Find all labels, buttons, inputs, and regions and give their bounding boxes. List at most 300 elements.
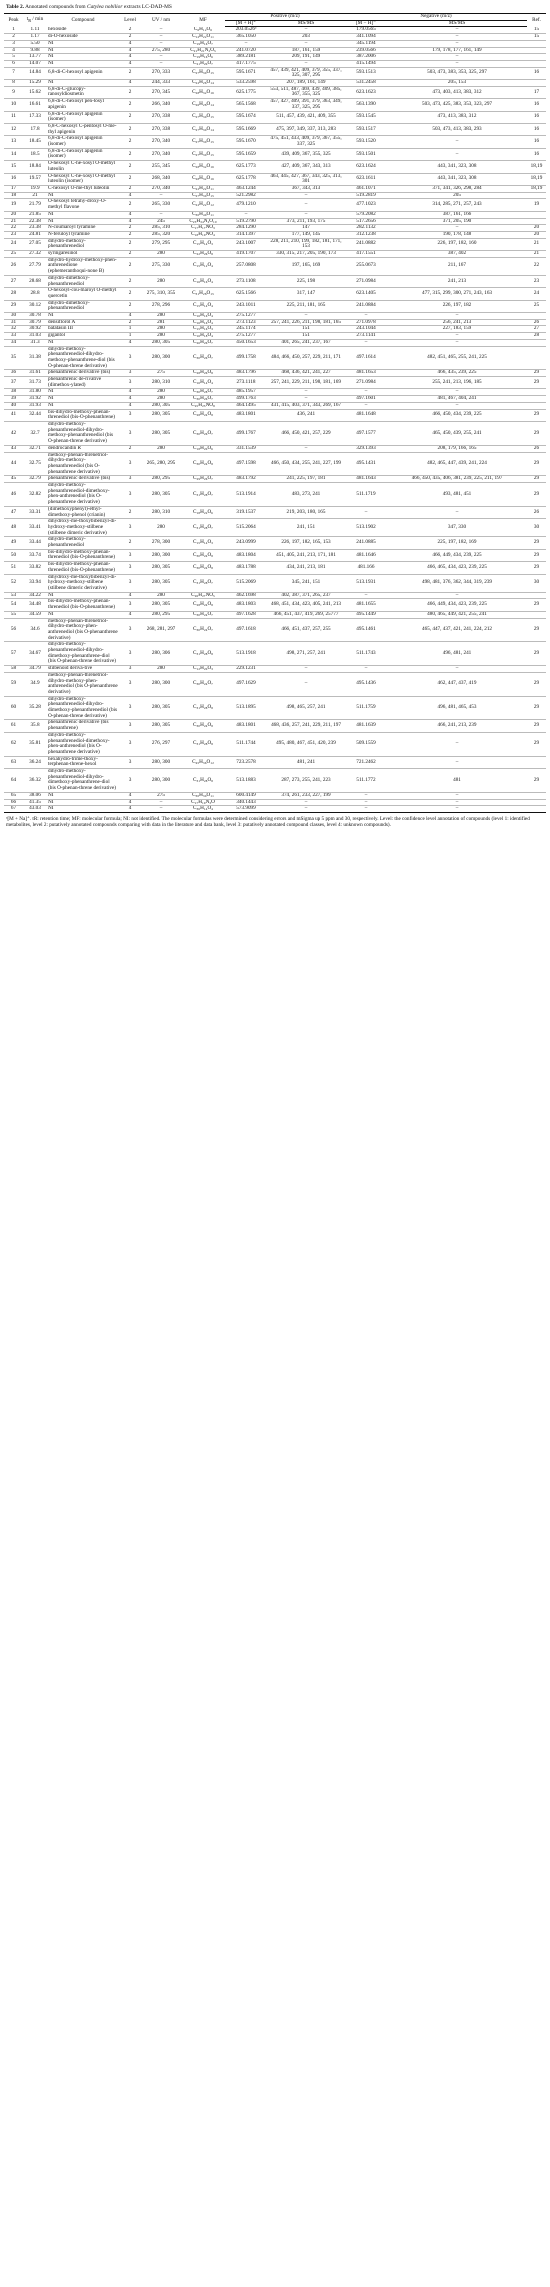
pos-ion-cell: 499.1758 (225, 346, 267, 370)
retention-time-cell: 16.61 (23, 99, 47, 111)
retention-time-cell: 31.3 (23, 339, 47, 346)
table-row (4, 445, 546, 452)
table-row (4, 422, 546, 446)
table-row (4, 696, 546, 720)
neg-ion-cell: 517.2656 (345, 218, 387, 225)
table-row (4, 319, 546, 326)
neg-ion-cell: 241.0885 (345, 537, 387, 549)
uv-cell: 280, 300 (141, 769, 181, 793)
neg-msms-cell: 481 (387, 769, 527, 793)
compound-cell: dihydro-methoxy-phenanthrenediol-dihydro-dimethoxy-phenanthrene-diol (bis O-phenan-threne derivative) (47, 769, 119, 793)
neg-msms-cell: 503, 473, 383, 353, 325, 297 (387, 67, 527, 79)
table-row (4, 185, 546, 192)
peak-cell: 5 (4, 54, 23, 61)
level-cell: 2 (119, 319, 141, 326)
compound-cell: dihydroxy-me-thoxybibenzyl-di-hydroxy-methoxy-stilbene (stilbene dimeric derivative) (47, 519, 119, 537)
peak-cell: 59 (4, 672, 23, 696)
neg-ion-cell: 481.1648 (345, 409, 387, 421)
pos-ion-cell: 513.1895 (225, 696, 267, 720)
uv-cell: 280 (141, 313, 181, 320)
neg-msms-cell: 256, 241, 213 (387, 319, 527, 326)
uv-cell: – (141, 60, 181, 67)
mf-cell: C₁₉H₁₆O₆ (181, 54, 225, 61)
neg-msms-cell: 371, 205, 190 (387, 218, 527, 225)
pos-ion-cell: 389.2181 (225, 54, 267, 61)
table-row (4, 326, 546, 333)
retention-time-cell: 34.22 (23, 592, 47, 599)
uv-cell: 280, 305 (141, 339, 181, 346)
peak-cell: 40 (4, 402, 23, 409)
peak-cell: 21 (4, 218, 23, 225)
level-cell: 4 (119, 313, 141, 320)
table-footnote: ᵃ[M + Na]⁺. tR: retention time; MF: molecular formula; NI: not identified. The molecular formulas were determined considering errors and mSigma up 5 ppm and 30, respectively. Level: the confidence level annotation of compounds (level 1: identified metabolites, level 2: putatively annotated compounds comparing with data in the literature and data bank, level 3: putatively annotated compound classes, level 4: unknown compounds). (6, 816, 530, 829)
retention-time-cell: 13.77 (23, 54, 47, 61)
uv-cell: – (141, 54, 181, 61)
uv-cell: 280, 295 (141, 476, 181, 483)
neg-msms-cell: 480, 465, 449, 421, 255, 241 (387, 611, 527, 618)
pos-msms-cell: 241, 151 (267, 519, 345, 537)
pos-msms-cell: 466, 451, 437, 257, 255 (267, 618, 345, 642)
retention-time-cell: 33.31 (23, 506, 47, 518)
compound-cell: O-hexosyl C-he-xosyl O-methyl luteolin (47, 161, 119, 173)
peak-cell: 52 (4, 574, 23, 592)
pos-ion-cell: 625.1778 (225, 173, 267, 185)
level-cell: 4 (119, 396, 141, 403)
retention-time-cell: 31.80 (23, 389, 47, 396)
neg-ion-cell: 513.1902 (345, 519, 387, 537)
peak-cell: 28 (4, 288, 23, 300)
retention-time-cell: 14.84 (23, 67, 47, 79)
compound-cell: NI (47, 402, 119, 409)
level-cell: 3 (119, 666, 141, 673)
compound-cell: dihydro-dimethoxy-phenanthrenediol (47, 300, 119, 312)
neg-ion-cell: 511.1719 (345, 483, 387, 507)
pos-ion-cell: 331.1539 (225, 445, 267, 452)
neg-msms-cell: 443, 341, 323, 308 (387, 161, 527, 173)
table-row (4, 483, 546, 507)
retention-time-cell: 31.73 (23, 377, 47, 389)
neg-msms-cell: 205 (387, 192, 527, 199)
header-level: Level (119, 14, 141, 27)
mf-cell: C₁₅H₁₄O₃ (181, 238, 225, 250)
compound-cell: NI (47, 806, 119, 813)
compound-cell: NI (47, 611, 119, 618)
pos-ion-cell: 464.1495 (225, 402, 267, 409)
uv-cell: – (141, 40, 181, 47)
neg-msms-cell: – (387, 792, 527, 799)
table-row (4, 476, 546, 483)
uv-cell: 265, 330 (141, 199, 181, 211)
level-cell: 4 (119, 792, 141, 799)
neg-msms-cell: 466, 241, 213, 239 (387, 720, 527, 732)
neg-msms-cell: 466, 449, 434, 239, 225 (387, 549, 527, 561)
neg-msms-cell: 466, 450, 435, 406, 381, 239, 225, 211, 197 (387, 476, 527, 483)
mf-cell: C₄₅H₃₆O₁₂ (181, 756, 225, 768)
retention-time-cell: 31.03 (23, 333, 47, 340)
pos-ion-cell: 625.1775 (225, 86, 267, 98)
level-cell: 4 (119, 54, 141, 61)
uv-cell: 280 (141, 333, 181, 340)
compound-cell: NI (47, 396, 119, 403)
ref-cell: 29 (527, 672, 546, 696)
caption-text-before: Annotated compounds from (24, 4, 87, 10)
compound-cell: NI (47, 60, 119, 67)
neg-msms-cell: – (387, 27, 527, 34)
pos-ion-cell: 275.1277 (225, 313, 267, 320)
uv-cell: 275, 310, 355 (141, 288, 181, 300)
neg-msms-cell: 481, 467, 404, 241 (387, 396, 527, 403)
table-row (4, 537, 546, 549)
pos-msms-cell: 511, 457, 439, 421, 409, 355 (267, 111, 345, 123)
mf-cell: C₁₂H₂₂O₁₁ (181, 34, 225, 41)
ref-cell: 29 (527, 720, 546, 732)
level-cell: 2 (119, 238, 141, 250)
peak-cell: 30 (4, 313, 23, 320)
ref-cell: 29 (527, 642, 546, 666)
neg-msms-cell: 493, 481, 451 (387, 483, 527, 507)
retention-time-cell: 32.7 (23, 422, 47, 446)
neg-ion-cell: 531.2458 (345, 80, 387, 87)
neg-msms-cell: – (387, 60, 527, 67)
level-cell: 2 (119, 445, 141, 452)
mf-cell: C₁₇H₁₉N₃O (181, 799, 225, 806)
pos-msms-cell: 466, 451, 437, 419, 269, 25777 (267, 611, 345, 618)
pos-msms-cell: 466, 450, 421, 257, 229 (267, 422, 345, 446)
ref-cell: 18,19 (527, 161, 546, 173)
pos-ion-cell: 462.1698 (225, 592, 267, 599)
uv-cell: 280, 300 (141, 672, 181, 696)
retention-time-cell: 33.94 (23, 574, 47, 592)
mf-cell: C₁₉H₁₆O₇ (181, 40, 225, 47)
table-body (4, 27, 546, 813)
pos-ion-cell: 483.1792 (225, 476, 267, 483)
uv-cell: 280 (141, 251, 181, 258)
mf-cell: C₂₇H₃₀O₁₅ (181, 111, 225, 123)
pos-ion-cell: 499.1767 (225, 422, 267, 446)
pos-ion-cell: 463.1244 (225, 185, 267, 192)
neg-msms-cell: 387, 402 (387, 251, 527, 258)
mf-cell: C₂₈H₂₆O₈ (181, 370, 225, 377)
table-row (4, 769, 546, 793)
peak-cell: 66 (4, 799, 23, 806)
pos-msms-cell: 475, 397, 349, 337, 313, 283 (267, 123, 345, 135)
ref-cell: 29 (527, 409, 546, 421)
mf-cell: C₃₁H₂₈O₈ (181, 769, 225, 793)
retention-time-cell: 34.79 (23, 666, 47, 673)
retention-time-cell: 36.32 (23, 769, 47, 793)
neg-ion-cell: 623.1623 (345, 86, 387, 98)
mf-cell: C₂₈H₃₂O₁₆ (181, 86, 225, 98)
mf-cell: C₂₇H₃₀O₁₅ (181, 148, 225, 160)
ref-cell: 16 (527, 123, 546, 135)
mf-cell: C₃₀H₂₆O₇ (181, 346, 225, 370)
pos-msms-cell: 463, 445, 427, 367, 343, 325, 313, 301 (267, 173, 345, 185)
neg-msms-cell: 255, 241, 213, 196, 185 (387, 377, 527, 389)
neg-ion-cell: 593.1517 (345, 123, 387, 135)
table-row (4, 80, 546, 87)
retention-time-cell: 34.59 (23, 611, 47, 618)
uv-cell: 280 (141, 445, 181, 452)
pos-msms-cell: 498, 465, 257, 241 (267, 696, 345, 720)
level-cell: 2 (119, 67, 141, 79)
peak-cell: 20 (4, 211, 23, 218)
neg-ion-cell: 509.1559 (345, 732, 387, 756)
compound-cell: dihydro-methoxy-phenanthrenediol-dihydro-dimethoxy-phenanthrene-diol (bis O-phenan-threne derivative) (47, 642, 119, 666)
pos-msms-cell: 219, 203, 180, 165 (267, 506, 345, 518)
uv-cell: 280 (141, 666, 181, 673)
retention-time-cell: 17.33 (23, 111, 47, 123)
uv-cell: 270, 333 (141, 67, 181, 79)
uv-cell: 279, 295 (141, 238, 181, 250)
retention-time-cell: 34.48 (23, 599, 47, 611)
retention-time-cell: 35.28 (23, 696, 47, 720)
mf-cell: C₂₈H₂₄O₈ (181, 409, 225, 421)
level-cell: 3 (119, 549, 141, 561)
table-row (4, 396, 546, 403)
compound-cell: O-hexosyl-cou-maroyl O-methyl quercetin (47, 288, 119, 300)
pos-ion-cell: 497.1618 (225, 618, 267, 642)
mf-cell: C₁₈H₂₀O₆ (181, 445, 225, 452)
pos-msms-cell: 225, 198 (267, 275, 345, 287)
compound-cell: 6,8-di-C-hexosyl pen-tosyl apigenin (47, 99, 119, 111)
peak-cell: 54 (4, 599, 23, 611)
pos-ion-cell: 565.1568 (225, 99, 267, 111)
pos-msms-cell: 197, 165, 169 (267, 257, 345, 275)
mf-cell: C₂₇H₃₀O₁₅ (181, 136, 225, 148)
ref-cell (527, 339, 546, 346)
mf-cell: C₂₇H₃₀O₁₅ (181, 192, 225, 199)
uv-cell: 280, 305 (141, 483, 181, 507)
level-cell: 4 (119, 192, 141, 199)
caption-prefix: Table 2. (6, 4, 25, 10)
neg-ion-cell: 481.166 (345, 562, 387, 574)
retention-time-cell: 35.81 (23, 732, 47, 756)
retention-time-cell: 19.9 (23, 185, 47, 192)
mf-cell: C₁₆H₁₄O₄ (181, 377, 225, 389)
retention-time-cell: 30.78 (23, 313, 47, 320)
uv-cell: 276, 297 (141, 732, 181, 756)
uv-cell: 280, 305 (141, 562, 181, 574)
peak-cell: 22 (4, 225, 23, 232)
ref-cell: 29 (527, 377, 546, 389)
level-cell: 2 (119, 148, 141, 160)
mf-cell: C₃₁H₂₈O₈ (181, 642, 225, 666)
level-cell: 2 (119, 288, 141, 300)
pos-ion-cell: 483.1801 (225, 720, 267, 732)
mf-cell: C₁₅H₁₆O₃ (181, 326, 225, 333)
compound-cell: NI (47, 313, 119, 320)
level-cell: 3 (119, 732, 141, 756)
pos-msms-cell: 439, 409, 367, 355, 325 (267, 148, 345, 160)
compound-cell: dihydro-dimethoxy-phenanthrenediol (47, 275, 119, 287)
retention-time-cell: 32.82 (23, 483, 47, 507)
ref-cell: 24 (527, 288, 546, 300)
ref-cell: 30 (527, 519, 546, 537)
compound-cell: 6,8-di-C-glucopy-ranosyldiosmetin (47, 86, 119, 98)
compound-cell: hexoside (47, 27, 119, 34)
neg-ion-cell: 511.1772 (345, 769, 387, 793)
level-cell: 1 (119, 326, 141, 333)
ref-cell (527, 402, 546, 409)
ref-cell: 29 (527, 370, 546, 377)
retention-time-cell: 30.12 (23, 300, 47, 312)
peak-cell: 24 (4, 238, 23, 250)
neg-ion-cell: 481.1655 (345, 599, 387, 611)
table-row (4, 225, 546, 232)
pos-ion-cell: 483.1796 (225, 370, 267, 377)
level-cell: 2 (119, 136, 141, 148)
neg-msms-cell: 498, 481, 376, 362, 344, 319, 239 (387, 574, 527, 592)
peak-cell: 8 (4, 80, 23, 87)
pos-ion-cell: 595.1659 (225, 148, 267, 160)
uv-cell: 280, 310 (141, 377, 181, 389)
compound-cell: 6,8-C-hexosyl C-pentosyl O-me-thyl apigenin (47, 123, 119, 135)
uv-cell: 281 (141, 319, 181, 326)
table-row (4, 275, 546, 287)
level-cell: 3 (119, 574, 141, 592)
peak-cell: 58 (4, 666, 23, 673)
table-row (4, 592, 546, 599)
neg-msms-cell: – (387, 756, 527, 768)
uv-cell: 270, 340 (141, 136, 181, 148)
level-cell: 4 (119, 592, 141, 599)
mf-cell: C₁₆H₁₆O₄ (181, 319, 225, 326)
level-cell: 4 (119, 806, 141, 813)
ref-cell: 21 (527, 251, 546, 258)
level-cell: 4 (119, 40, 141, 47)
retention-time-cell: 32.44 (23, 409, 47, 421)
ref-cell: 21 (527, 238, 546, 250)
mf-cell: C₃₁H₂₈O₇ (181, 483, 225, 507)
pos-ion-cell: 497.1598 (225, 452, 267, 476)
level-cell: 2 (119, 34, 141, 41)
compound-cell: bis-dihydro-methoxy-phenan-threnediol (bis-O-phenanthrene) (47, 599, 119, 611)
level-cell: 3 (119, 696, 141, 720)
uv-cell: 280, 305 (141, 720, 181, 732)
table-row (4, 148, 546, 160)
pos-ion-cell: 497.1629 (225, 672, 267, 696)
mf-cell: C₂₁H₂₁N₂O₅ (181, 47, 225, 54)
uv-cell: 275, 280 (141, 47, 181, 54)
pos-msms-cell: 475, 451, 433, 409, 379, 367, 355, 337, 325 (267, 136, 345, 148)
neg-ion-cell: 511.1759 (345, 696, 387, 720)
compound-cell: 6,8-di-C-hexosyl apigenin (isomer) (47, 136, 119, 148)
pos-ion-cell: – (225, 211, 267, 218)
compound-cell: methoxy-phenan-threnetriol-dihydro-methoxy-phenanthrenediol (bis O-phenanthrene derivative) (47, 452, 119, 476)
retention-time-cell: 27.05 (23, 238, 47, 250)
uv-cell: 270, 340 (141, 185, 181, 192)
level-cell: 3 (119, 756, 141, 768)
ref-cell: 23 (527, 275, 546, 287)
pos-msms-cell: 431, 415, 403, 371, 343, 269, 167 (267, 402, 345, 409)
compound-cell: dihydroxy-me-thoxybibenzyl-di-hydroxy-methoxy-stilbene (stilbene dimeric derivative) (47, 574, 119, 592)
mf-cell: C₃₀H₂₄O₇ (181, 672, 225, 696)
pos-ion-cell: 521.2982 (225, 192, 267, 199)
header-ref: Ref. (527, 14, 546, 27)
pos-msms-cell: 451, 405, 241, 213, 171, 181 (267, 549, 345, 561)
compound-cell: NI (47, 792, 119, 799)
neg-ion-cell: – (345, 592, 387, 599)
mf-cell: C₂₅H₃₄N₂O₁₀ (181, 218, 225, 225)
ref-cell: 16 (527, 111, 546, 123)
pos-msms-cell: – (267, 396, 345, 403)
ref-cell: 25 (527, 300, 546, 312)
ref-cell (527, 799, 546, 806)
peak-cell: 2 (4, 34, 23, 41)
pos-ion-cell: 483.1788 (225, 562, 267, 574)
neg-ion-cell: 345.1194 (345, 40, 387, 47)
level-cell: 3 (119, 422, 141, 446)
neg-ion-cell: 721.2462 (345, 756, 387, 768)
neg-msms-cell: 443, 341, 323, 308 (387, 173, 527, 185)
mf-cell: C₂₂H₂₆O₈ (181, 251, 225, 258)
neg-msms-cell: 226, 197, 182 (387, 300, 527, 312)
neg-msms-cell: 473, 413, 383, 312 (387, 111, 527, 123)
neg-msms-cell: 496, 481, 465, 453 (387, 696, 527, 720)
pos-ion-cell: 273.1118 (225, 377, 267, 389)
uv-cell: 265, 280, 295 (141, 452, 181, 476)
pos-msms-cell: 483, 273, 241 (267, 483, 345, 507)
mf-cell: C₃₀H₄₀O₁₁ (181, 211, 225, 218)
ref-cell: 29 (527, 422, 546, 446)
compound-cell: syringaresinol (47, 251, 119, 258)
pos-msms-cell: 241, 225, 197, 181 (267, 476, 345, 483)
neg-ion-cell: 241.0884 (345, 300, 387, 312)
table-row (4, 756, 546, 768)
pos-msms-cell: 481, 241 (267, 756, 345, 768)
neg-ion-cell: 623.1624 (345, 161, 387, 173)
compound-cell: stilbenoid deriva-tive (47, 666, 119, 673)
table-row (4, 47, 546, 54)
neg-ion-cell: 497.1614 (345, 346, 387, 370)
header-negative: Negative (m/z) (345, 14, 527, 21)
retention-time-cell: 18.84 (23, 161, 47, 173)
uv-cell: 280 (141, 519, 181, 537)
table-row (4, 192, 546, 199)
pos-ion-cell: 243.1007 (225, 238, 267, 250)
mf-cell: C₂₈H₃₂O₁₆ (181, 161, 225, 173)
neg-ion-cell: 481.1646 (345, 549, 387, 561)
compound-cell: dihydro-methoxy-phenanthrenediol-dihydro-dimethoxy-phenanthrenediol (bis O-phenan-threne derivative) (48, 696, 118, 719)
uv-cell: 285, 320 (141, 231, 181, 238)
mf-cell: C₃₁H₂₈O₁₅ (181, 288, 225, 300)
neg-ion-cell: 477.1023 (345, 199, 387, 211)
peak-cell: 53 (4, 592, 23, 599)
ref-cell: 22 (527, 257, 546, 275)
neg-ion-cell: 593.1513 (345, 67, 387, 79)
peak-cell: 61 (4, 720, 23, 732)
compound-cell: N-feruloyl tyramine (47, 231, 119, 238)
ref-cell: 16 (527, 136, 546, 148)
compound-cell: NI (47, 799, 119, 806)
neg-ion-cell: – (345, 402, 387, 409)
pos-msms-cell: 434, 241, 213, 181 (267, 562, 345, 574)
level-cell: 3 (119, 483, 141, 507)
neg-msms-cell: 466, 465, 434, 423, 239, 225 (387, 562, 527, 574)
level-cell: 2 (119, 27, 141, 34)
pos-ion-cell: 479.1210 (225, 199, 267, 211)
mf-cell: C₁₂H₂₀O₃ (181, 666, 225, 673)
peak-cell: 27 (4, 275, 23, 287)
compound-cell: di-O-hexoside (47, 34, 119, 41)
pos-ion-cell: 229.1231 (225, 666, 267, 673)
compound-cell: NI (47, 389, 119, 396)
retention-time-cell: 34.67 (23, 642, 47, 666)
peak-cell: 18 (4, 192, 23, 199)
neg-ion-cell: – (345, 806, 387, 813)
pos-msms-cell: – (267, 211, 345, 218)
neg-msms-cell: 179, 178, 177, 161, 149 (387, 47, 527, 54)
